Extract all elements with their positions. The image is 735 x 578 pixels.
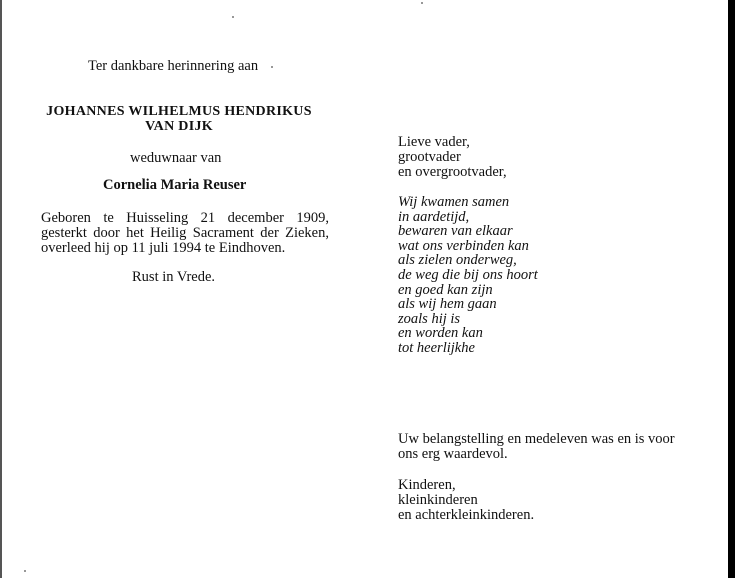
biography-line: gesterkt door het Heilig Sacrament der Zieken, — [41, 225, 329, 241]
poem-line: als wij hem gaan — [398, 296, 497, 313]
biography — [41, 211, 329, 256]
poem-line: de weg die bij ons hoort — [398, 266, 538, 283]
salutation — [398, 135, 507, 180]
salutation-line: Lieve vader, — [398, 134, 470, 150]
poem-line: in aardetijd, — [398, 208, 470, 225]
poem-line: Wij kwamen samen — [398, 194, 510, 210]
poem-line: bewaren van elkaar — [398, 223, 513, 240]
biography-line: overleed hij op 11 juli 1994 te Eindhoven. — [41, 240, 286, 256]
poem-line: wat ons verbinden kan — [398, 237, 529, 254]
poem-line: en worden kan — [398, 325, 483, 342]
signoff-line: Kinderen, — [398, 477, 456, 493]
poem-line: zoals hij is — [398, 310, 461, 327]
poem — [398, 195, 538, 356]
poem-line: als zielen onderweg, — [398, 252, 517, 269]
intro-text: Ter dankbare herinnering aan — [88, 58, 259, 74]
scan-speck — [271, 66, 273, 68]
signoff-line: en achterkleinkinderen. — [398, 507, 535, 523]
scan-edge-left — [0, 0, 2, 578]
deceased-name-line: JOHANNES WILHELMUS HENDRIKUS — [46, 104, 312, 119]
thanks-line: ons erg waardevol. — [398, 446, 508, 462]
scan-speck — [24, 570, 26, 572]
signoff — [398, 478, 534, 523]
salutation-line: grootvader — [398, 149, 461, 165]
biography-line: Geboren te Huisseling 21 december 1909, — [41, 210, 329, 226]
deceased-name-line: VAN DIJK — [145, 119, 213, 134]
signoff-line: kleinkinderen — [398, 492, 478, 508]
thanks-text — [398, 432, 675, 462]
rest-in-peace: Rust in Vrede. — [132, 269, 216, 285]
poem-line: en goed kan zijn — [398, 281, 493, 298]
widower-text: weduwnaar van — [130, 150, 222, 166]
scan-speck — [421, 2, 423, 4]
poem-line: tot heerlijkhe — [398, 339, 475, 356]
scan-speck — [232, 16, 234, 18]
spouse-name: Cornelia Maria Reuser — [103, 177, 247, 193]
thanks-line: Uw belangstelling en medeleven was en is voor — [398, 431, 675, 447]
scan-edge-right — [728, 0, 735, 578]
deceased-name — [20, 104, 338, 134]
salutation-line: en overgrootvader, — [398, 164, 507, 180]
